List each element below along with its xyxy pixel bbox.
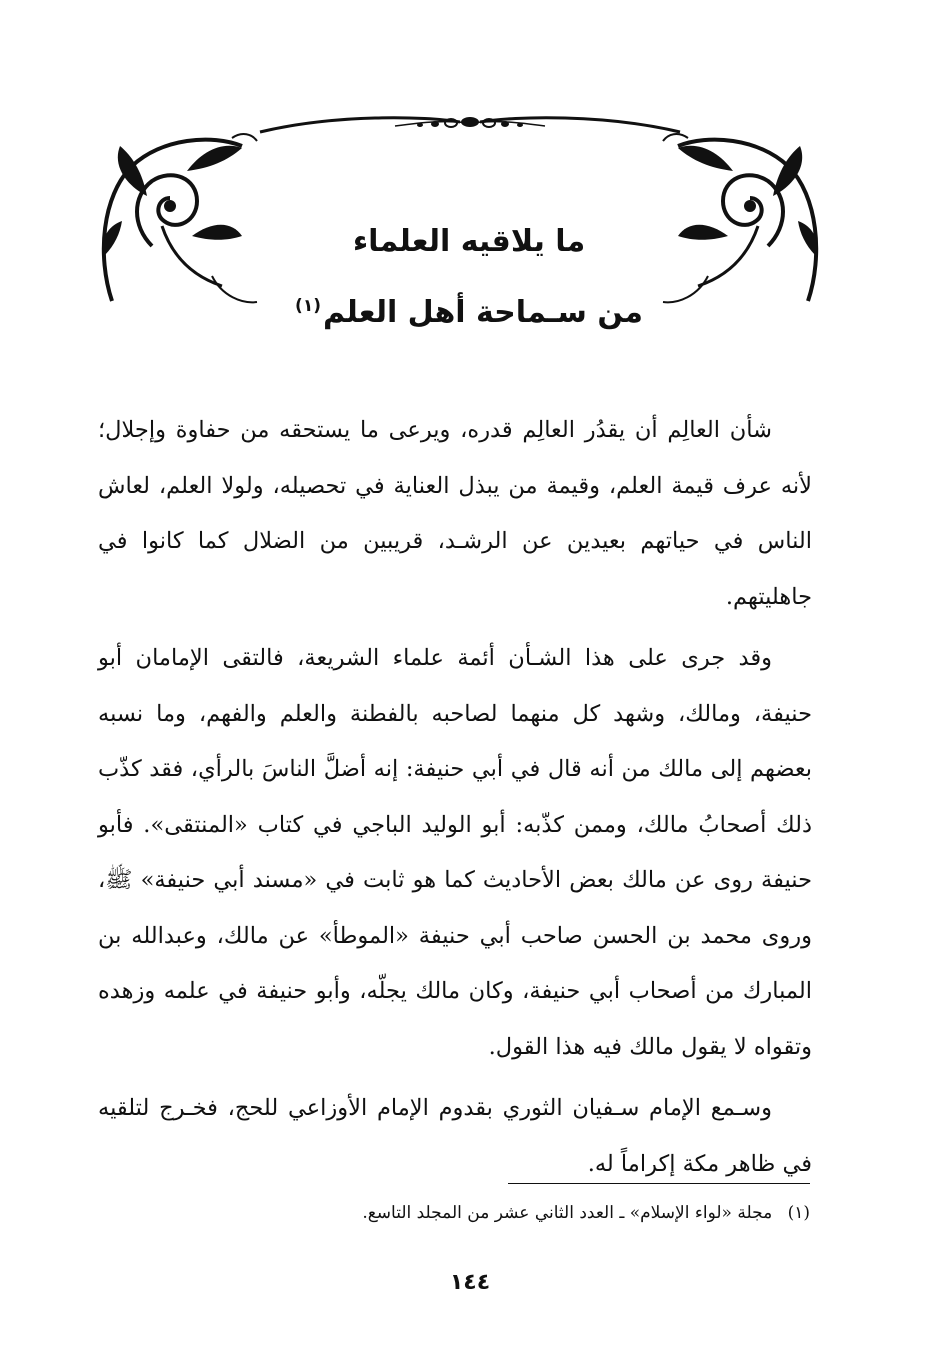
paragraph-1: شأن العالِم أن يقدُر العالِم قدره، ويرعى ما يستحقه من حفاوة وإجلال؛ لأنه عرف قيمة العلم، وقيمة من يبذل العناية في تحصيله، ولولا العلم، لعاش الناس في حياتهم بعيدين عن الرشـد، قريبين من الضلال كما كانوا في جاهليتهم. — [98, 417, 812, 610]
chapter-title-line-1: ما يلاقيه العلماء — [352, 224, 586, 259]
paragraph-3: وسـمع الإمام سـفيان الثوري بقدوم الإمام الأوزاعي للحج، فخـرج لتلقيه في ظاهر مكة إكراماً له. — [98, 1095, 812, 1177]
body-text — [98, 403, 812, 1192]
top-ornament-icon — [255, 108, 685, 138]
footnote-number: (١) — [787, 1203, 810, 1223]
footnote — [240, 1198, 810, 1228]
paragraph-2: وقد جرى على هذا الشـأن أئمة علماء الشريعة، فالتقى الإمامان أبو حنيفة، ومالك، وشهد كل منهما لصاحبه بالفطنة والعلم والفهم، وما نسبه بعضهم إلى مالك من أنه قال في أبي حنيفة: إنه أضلَّ الناسَ بالرأي، فقد كذّب ذلك أصحابُ مالك، وممن كذّبه: أبو الوليد الباجي في كتاب «المنتقى». فأبو حنيفة روى عن مالك بعض الأحاديث كما هو ثابت في «مسند أبي حنيفة» ﷺ، وروى محمد بن الحسن صاحب أبي حنيفة «الموطأ» عن مالك، وعبدالله بن المبارك من أصحاب أبي حنيفة، وكان مالك يجلّه، وأبو حنيفة في علمه وزهده وتقواه لا يقول مالك فيه هذا القول. — [98, 645, 813, 1060]
chapter-title-line-2 — [200, 286, 738, 333]
footnote-marker: (١) — [295, 296, 321, 316]
footnote-text: مجلة «لواء الإسلام» ـ العدد الثاني عشر من المجلد التاسع. — [362, 1203, 773, 1223]
page-number: ١٤٤ — [449, 1270, 491, 1295]
footnote-divider — [508, 1183, 810, 1184]
chapter-title-line-2-text: من سـماحة أهل العلم — [322, 295, 643, 330]
